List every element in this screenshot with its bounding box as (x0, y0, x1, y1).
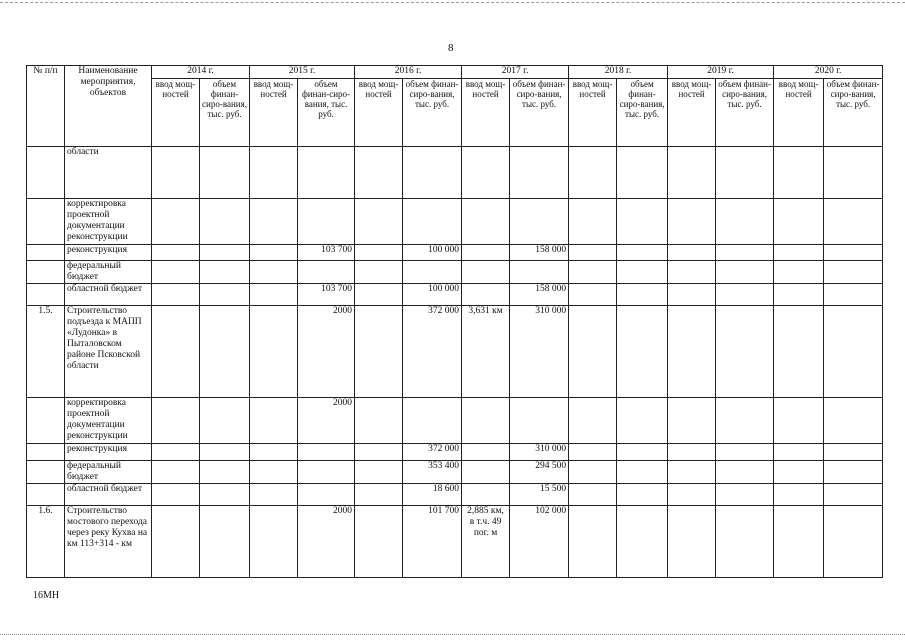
capacity-cell (569, 484, 617, 506)
capacity-cell (355, 245, 403, 261)
financing-cell (716, 444, 774, 461)
capacity-cell (774, 245, 824, 261)
capacity-cell (569, 147, 617, 199)
capacity-cell (668, 147, 716, 199)
capacity-cell: 2,885 км, в т.ч. 49 пог. м (462, 506, 510, 578)
row-name: федеральный бюджет (65, 461, 152, 484)
header-year: 2017 г. (462, 66, 569, 79)
financing-cell (298, 484, 355, 506)
capacity-cell (152, 245, 200, 261)
capacity-cell (462, 147, 510, 199)
row-name: Строительство подъезда к МАПП «Лудонка» в Пыталовском районе Псковской области (65, 306, 152, 398)
capacity-cell (462, 398, 510, 444)
table-row (27, 147, 883, 199)
capacity-cell (668, 261, 716, 284)
financing-cell: 353 400 (403, 461, 462, 484)
row-name: областной бюджет (65, 484, 152, 506)
financing-cell: 310 000 (510, 444, 569, 461)
header-num: № п/п (27, 66, 65, 147)
capacity-cell (668, 398, 716, 444)
row-name: области (65, 147, 152, 199)
financing-cell (200, 261, 250, 284)
capacity-cell (668, 484, 716, 506)
financing-cell (200, 306, 250, 398)
capacity-cell (668, 461, 716, 484)
table-body (27, 147, 883, 578)
header-financing: объем финан-сиро-вания, тыс. руб. (617, 79, 668, 147)
financing-cell (716, 261, 774, 284)
table-row (27, 284, 883, 306)
row-name: областной бюджет (65, 284, 152, 306)
financing-cell (403, 398, 462, 444)
capacity-cell (774, 484, 824, 506)
financing-cell (617, 444, 668, 461)
header-year: 2015 г. (250, 66, 355, 79)
financing-cell: 103 700 (298, 284, 355, 306)
program-table (26, 65, 883, 578)
financing-cell (510, 261, 569, 284)
financing-cell: 102 000 (510, 506, 569, 578)
capacity-cell (250, 261, 298, 284)
capacity-cell (152, 284, 200, 306)
row-name: федеральный бюджет (65, 261, 152, 284)
financing-cell (824, 147, 883, 199)
capacity-cell (152, 147, 200, 199)
financing-cell (617, 245, 668, 261)
row-number (27, 261, 65, 284)
capacity-cell (774, 199, 824, 245)
capacity-cell (355, 306, 403, 398)
capacity-cell (462, 261, 510, 284)
header-year: 2020 г. (774, 66, 883, 79)
capacity-cell (774, 261, 824, 284)
financing-cell (617, 461, 668, 484)
header-name: Наименование мероприятия, объектов (65, 66, 152, 147)
header-row-subcolumns (27, 79, 883, 147)
capacity-cell (569, 245, 617, 261)
capacity-cell (250, 147, 298, 199)
capacity-cell (152, 398, 200, 444)
financing-cell (617, 398, 668, 444)
financing-cell (824, 284, 883, 306)
capacity-cell (250, 506, 298, 578)
financing-cell (716, 245, 774, 261)
capacity-cell (152, 461, 200, 484)
financing-cell (298, 461, 355, 484)
financing-cell (510, 199, 569, 245)
financing-cell (824, 506, 883, 578)
financing-cell (716, 306, 774, 398)
table-row (27, 306, 883, 398)
capacity-cell (569, 199, 617, 245)
row-number (27, 199, 65, 245)
capacity-cell (152, 444, 200, 461)
financing-cell: 158 000 (510, 284, 569, 306)
header-year: 2014 г. (152, 66, 250, 79)
financing-cell (824, 461, 883, 484)
capacity-cell (668, 444, 716, 461)
table-row (27, 199, 883, 245)
capacity-cell (462, 484, 510, 506)
financing-cell (403, 199, 462, 245)
capacity-cell (152, 306, 200, 398)
header-input-capacity: ввод мощ-ностей (668, 79, 716, 147)
capacity-cell (774, 306, 824, 398)
capacity-cell (355, 506, 403, 578)
capacity-cell (250, 306, 298, 398)
row-number (27, 147, 65, 199)
financing-cell (716, 484, 774, 506)
header-financing: объем финан-сиро-вания, тыс. руб. (716, 79, 774, 147)
financing-cell (298, 199, 355, 245)
capacity-cell (355, 398, 403, 444)
financing-cell (200, 284, 250, 306)
capacity-cell (569, 284, 617, 306)
page-number: 8 (448, 42, 454, 54)
financing-cell: 372 000 (403, 306, 462, 398)
scan-top-edge (0, 2, 905, 3)
financing-cell (716, 199, 774, 245)
row-name: реконструкция (65, 444, 152, 461)
financing-cell (200, 147, 250, 199)
capacity-cell (250, 398, 298, 444)
financing-cell (617, 284, 668, 306)
capacity-cell (569, 506, 617, 578)
financing-cell: 2000 (298, 506, 355, 578)
capacity-cell (355, 147, 403, 199)
capacity-cell (668, 245, 716, 261)
financing-cell (617, 199, 668, 245)
financing-cell (200, 506, 250, 578)
table-row (27, 506, 883, 578)
financing-cell (403, 261, 462, 284)
financing-cell (298, 444, 355, 461)
capacity-cell (462, 284, 510, 306)
financing-cell (298, 261, 355, 284)
financing-cell (617, 147, 668, 199)
table-row (27, 245, 883, 261)
capacity-cell (569, 444, 617, 461)
capacity-cell (774, 398, 824, 444)
financing-cell: 15 500 (510, 484, 569, 506)
capacity-cell (462, 461, 510, 484)
financing-cell: 103 700 (298, 245, 355, 261)
capacity-cell (355, 199, 403, 245)
capacity-cell (250, 484, 298, 506)
financing-cell: 2000 (298, 306, 355, 398)
capacity-cell (774, 444, 824, 461)
capacity-cell (774, 506, 824, 578)
financing-cell: 310 000 (510, 306, 569, 398)
header-row-years (27, 66, 883, 79)
capacity-cell (668, 506, 716, 578)
financing-cell (200, 461, 250, 484)
financing-cell (298, 147, 355, 199)
row-number (27, 444, 65, 461)
capacity-cell (569, 261, 617, 284)
capacity-cell: 3,631 км (462, 306, 510, 398)
financing-cell: 18 600 (403, 484, 462, 506)
row-number (27, 461, 65, 484)
table-row (27, 444, 883, 461)
financing-cell (200, 398, 250, 444)
header-input-capacity: ввод мощ-ностей (152, 79, 200, 147)
table-row (27, 261, 883, 284)
financing-cell (824, 398, 883, 444)
row-number (27, 484, 65, 506)
financing-cell (200, 444, 250, 461)
row-name: реконструкция (65, 245, 152, 261)
financing-cell (617, 306, 668, 398)
financing-cell (716, 147, 774, 199)
financing-cell (824, 484, 883, 506)
financing-cell (824, 245, 883, 261)
financing-cell: 158 000 (510, 245, 569, 261)
capacity-cell (569, 461, 617, 484)
capacity-cell (668, 306, 716, 398)
header-year: 2018 г. (569, 66, 668, 79)
capacity-cell (668, 199, 716, 245)
capacity-cell (250, 284, 298, 306)
financing-cell (200, 245, 250, 261)
capacity-cell (355, 284, 403, 306)
capacity-cell (668, 284, 716, 306)
row-number: 1.5. (27, 306, 65, 398)
row-name: Строительство мостового перехода через реку Кухва на км 113+314 - км (65, 506, 152, 578)
financing-cell (824, 261, 883, 284)
capacity-cell (355, 461, 403, 484)
table-row (27, 484, 883, 506)
financing-cell (200, 199, 250, 245)
header-financing: объем финан-сиро-вания, тыс. руб. (200, 79, 250, 147)
financing-cell: 100 000 (403, 245, 462, 261)
footer-code: 16МН (33, 590, 60, 601)
header-financing: объем финан-сиро-вания, тыс. руб. (298, 79, 355, 147)
scan-bottom-edge (0, 634, 905, 635)
capacity-cell (250, 461, 298, 484)
row-number (27, 284, 65, 306)
financing-cell (716, 398, 774, 444)
financing-cell (200, 484, 250, 506)
capacity-cell (774, 284, 824, 306)
header-input-capacity: ввод мощ-ностей (250, 79, 298, 147)
table-row (27, 461, 883, 484)
financing-cell (824, 199, 883, 245)
capacity-cell (774, 461, 824, 484)
capacity-cell (462, 199, 510, 245)
capacity-cell (152, 506, 200, 578)
financing-cell (824, 306, 883, 398)
header-year: 2019 г. (668, 66, 774, 79)
capacity-cell (774, 147, 824, 199)
capacity-cell (152, 484, 200, 506)
row-name: корректировка проектной документации реконструкции (65, 199, 152, 245)
capacity-cell (569, 398, 617, 444)
capacity-cell (250, 199, 298, 245)
capacity-cell (355, 261, 403, 284)
header-input-capacity: ввод мощ-ностей (462, 79, 510, 147)
row-number: 1.6. (27, 506, 65, 578)
capacity-cell (569, 306, 617, 398)
financing-cell (824, 444, 883, 461)
header-financing: объем финан-сиро-вания, тыс. руб. (510, 79, 569, 147)
financing-cell (510, 398, 569, 444)
financing-cell (617, 261, 668, 284)
capacity-cell (355, 484, 403, 506)
capacity-cell (152, 261, 200, 284)
financing-cell: 101 700 (403, 506, 462, 578)
capacity-cell (462, 444, 510, 461)
header-financing: объем финан-сиро-вания, тыс. руб. (403, 79, 462, 147)
table-row (27, 398, 883, 444)
capacity-cell (355, 444, 403, 461)
financing-cell: 2000 (298, 398, 355, 444)
row-number (27, 245, 65, 261)
capacity-cell (152, 199, 200, 245)
financing-cell: 294 500 (510, 461, 569, 484)
header-year: 2016 г. (355, 66, 462, 79)
financing-cell (716, 506, 774, 578)
capacity-cell (250, 245, 298, 261)
financing-cell (716, 461, 774, 484)
header-input-capacity: ввод мощ-ностей (774, 79, 824, 147)
capacity-cell (462, 245, 510, 261)
header-input-capacity: ввод мощ-ностей (569, 79, 617, 147)
financing-cell (617, 484, 668, 506)
financing-cell: 100 000 (403, 284, 462, 306)
financing-cell (716, 284, 774, 306)
financing-cell: 372 000 (403, 444, 462, 461)
header-input-capacity: ввод мощ-ностей (355, 79, 403, 147)
header-financing: объем финан-сиро-вания, тыс. руб. (824, 79, 883, 147)
row-number (27, 398, 65, 444)
financing-cell (510, 147, 569, 199)
row-name: корректировка проектной документации реконструкции (65, 398, 152, 444)
capacity-cell (250, 444, 298, 461)
financing-cell (617, 506, 668, 578)
financing-cell (403, 147, 462, 199)
